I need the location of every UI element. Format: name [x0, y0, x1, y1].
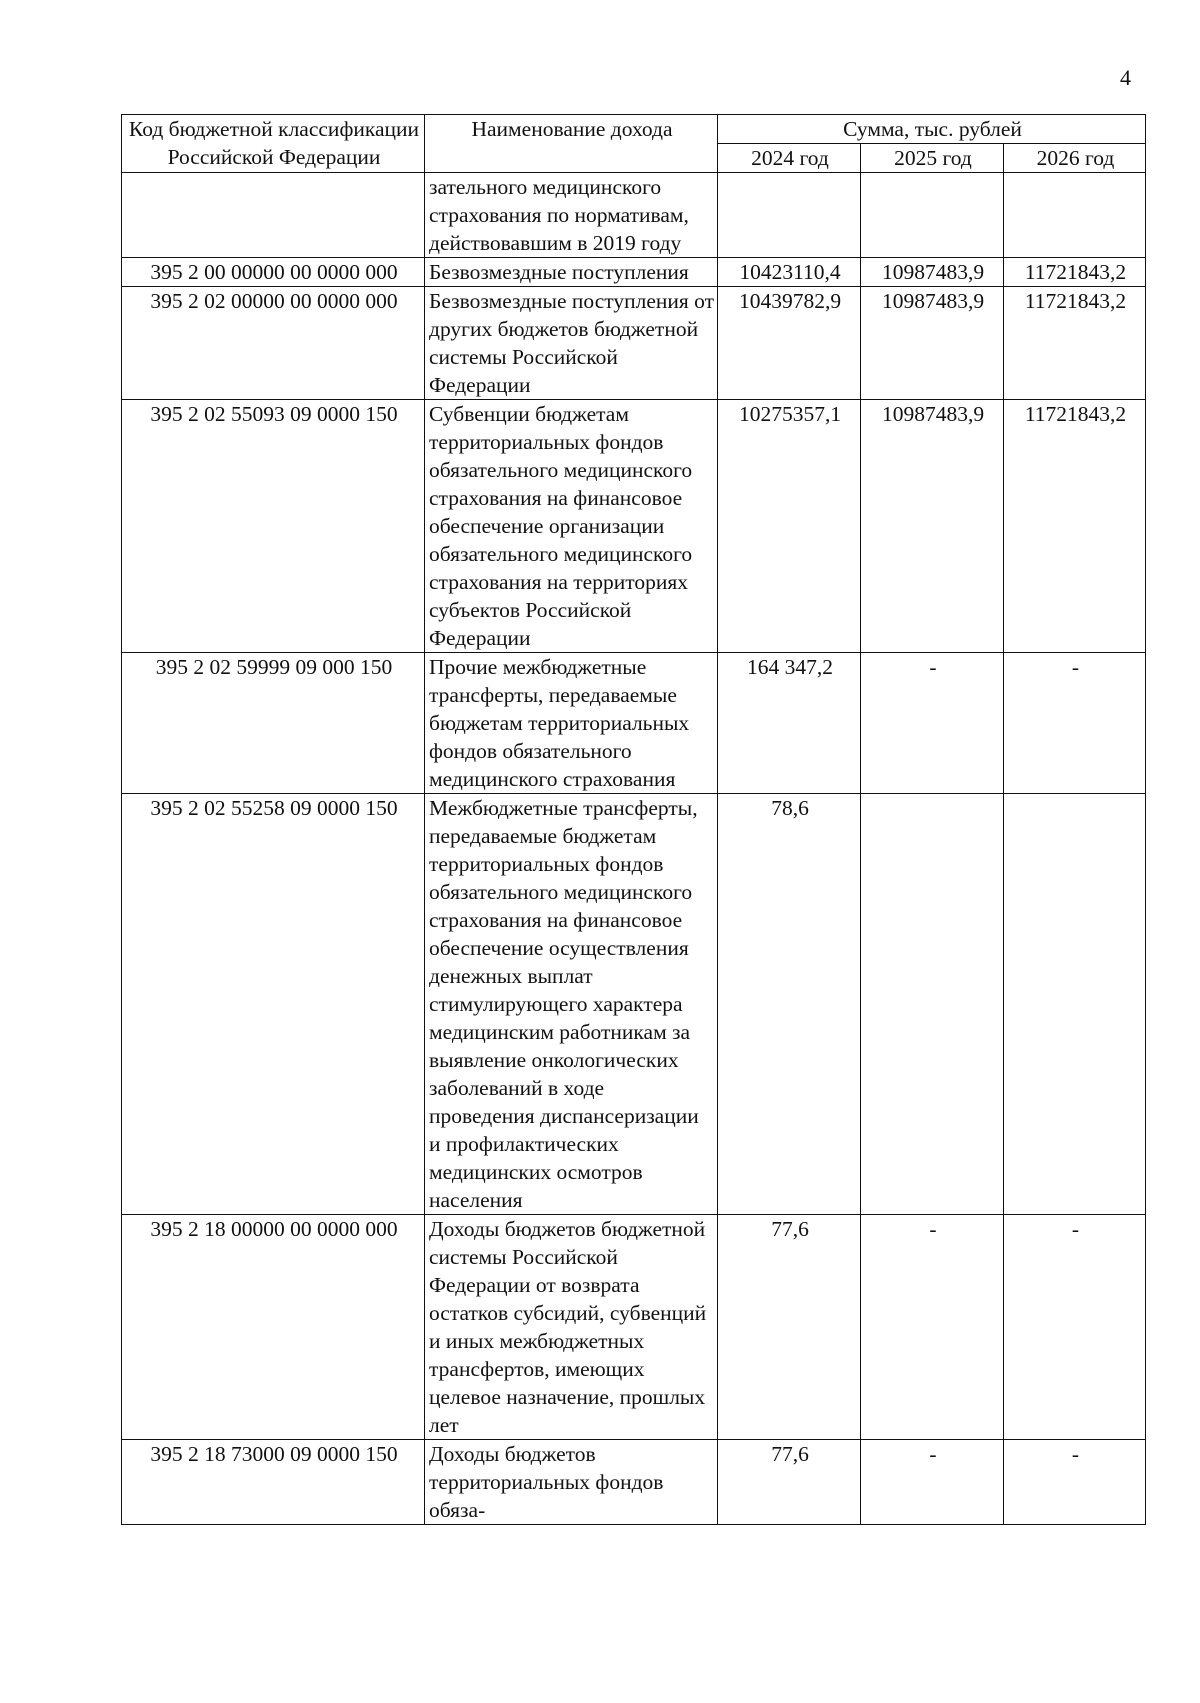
table-row [122, 794, 1146, 1215]
row-value-2026: 11721843,2 [1004, 400, 1146, 653]
revenue-table [121, 114, 1146, 1525]
row-name: Прочие межбюджетные трансферты, передаваемые бюджетам территориальных фондов обязательного медицинского страхования [425, 653, 718, 794]
row-name: Доходы бюджетов бюджетной системы Российской Федерации от возврата остатков субсидий, субвенций и иных межбюджетных трансфертов, имеющих целевое назначение, прошлых лет [425, 1215, 718, 1440]
row-value-2024 [718, 173, 861, 258]
row-name: Безвозмездные поступления [425, 258, 718, 287]
row-name: Межбюджетные трансферты, передаваемые бюджетам территориальных фондов обязательного медицинского страхования на финансовое обеспечение осуществления денежных выплат стимулирующего характера медицинским работникам за выявление онкологических заболеваний в ходе проведения диспансеризации и профилактических медицинских осмотров населения [425, 794, 718, 1215]
row-value-2024: 10439782,9 [718, 287, 861, 400]
table-header-row [122, 115, 1146, 144]
header-name: Наименование дохода [425, 115, 718, 173]
row-name: Безвозмездные поступления от других бюджетов бюджетной системы Российской Федерации [425, 287, 718, 400]
row-value-2024: 77,6 [718, 1440, 861, 1525]
table-row [122, 1440, 1146, 1525]
row-name: Доходы бюджетов территориальных фондов обяза- [425, 1440, 718, 1525]
table-row [122, 1215, 1146, 1440]
row-code: 395 2 02 00000 00 0000 000 [122, 287, 425, 400]
header-code: Код бюджетной классификации Российской Федерации [122, 115, 425, 173]
row-value-2025 [861, 173, 1004, 258]
header-sum: Сумма, тыс. рублей [718, 115, 1146, 144]
row-value-2026: - [1004, 1440, 1146, 1525]
row-value-2024: 10275357,1 [718, 400, 861, 653]
row-value-2025: 10987483,9 [861, 400, 1004, 653]
row-value-2026: - [1004, 1215, 1146, 1440]
table-row [122, 258, 1146, 287]
row-name: Субвенции бюджетам территориальных фондов обязательного медицинского страхования на финансовое обеспечение организации обязательного медицинского страхования на территориях субъектов Российской Федерации [425, 400, 718, 653]
row-code [122, 173, 425, 258]
row-code: 395 2 18 73000 09 0000 150 [122, 1440, 425, 1525]
table-row [122, 287, 1146, 400]
header-year-2026: 2026 год [1004, 144, 1146, 173]
row-code: 395 2 02 55258 09 0000 150 [122, 794, 425, 1215]
table-row [122, 653, 1146, 794]
row-value-2024: 77,6 [718, 1215, 861, 1440]
row-name: зательного медицинского страхования по нормативам, действовавшим в 2019 году [425, 173, 718, 258]
row-value-2026 [1004, 794, 1146, 1215]
row-value-2026: 11721843,2 [1004, 287, 1146, 400]
row-code: 395 2 02 59999 09 000 150 [122, 653, 425, 794]
row-value-2026 [1004, 173, 1146, 258]
row-code: 395 2 18 00000 00 0000 000 [122, 1215, 425, 1440]
row-value-2025: 10987483,9 [861, 287, 1004, 400]
row-value-2025: - [861, 653, 1004, 794]
row-value-2024: 164 347,2 [718, 653, 861, 794]
row-value-2024: 10423110,4 [718, 258, 861, 287]
row-value-2025 [861, 794, 1004, 1215]
row-value-2026: - [1004, 653, 1146, 794]
row-value-2025: - [861, 1440, 1004, 1525]
row-value-2025: - [861, 1215, 1004, 1440]
row-value-2025: 10987483,9 [861, 258, 1004, 287]
row-value-2026: 11721843,2 [1004, 258, 1146, 287]
row-code: 395 2 02 55093 09 0000 150 [122, 400, 425, 653]
table-row [122, 173, 1146, 258]
header-year-2024: 2024 год [718, 144, 861, 173]
header-year-2025: 2025 год [861, 144, 1004, 173]
page-number: 4 [1120, 65, 1131, 90]
row-code: 395 2 00 00000 00 0000 000 [122, 258, 425, 287]
row-value-2024: 78,6 [718, 794, 861, 1215]
table-row [122, 400, 1146, 653]
